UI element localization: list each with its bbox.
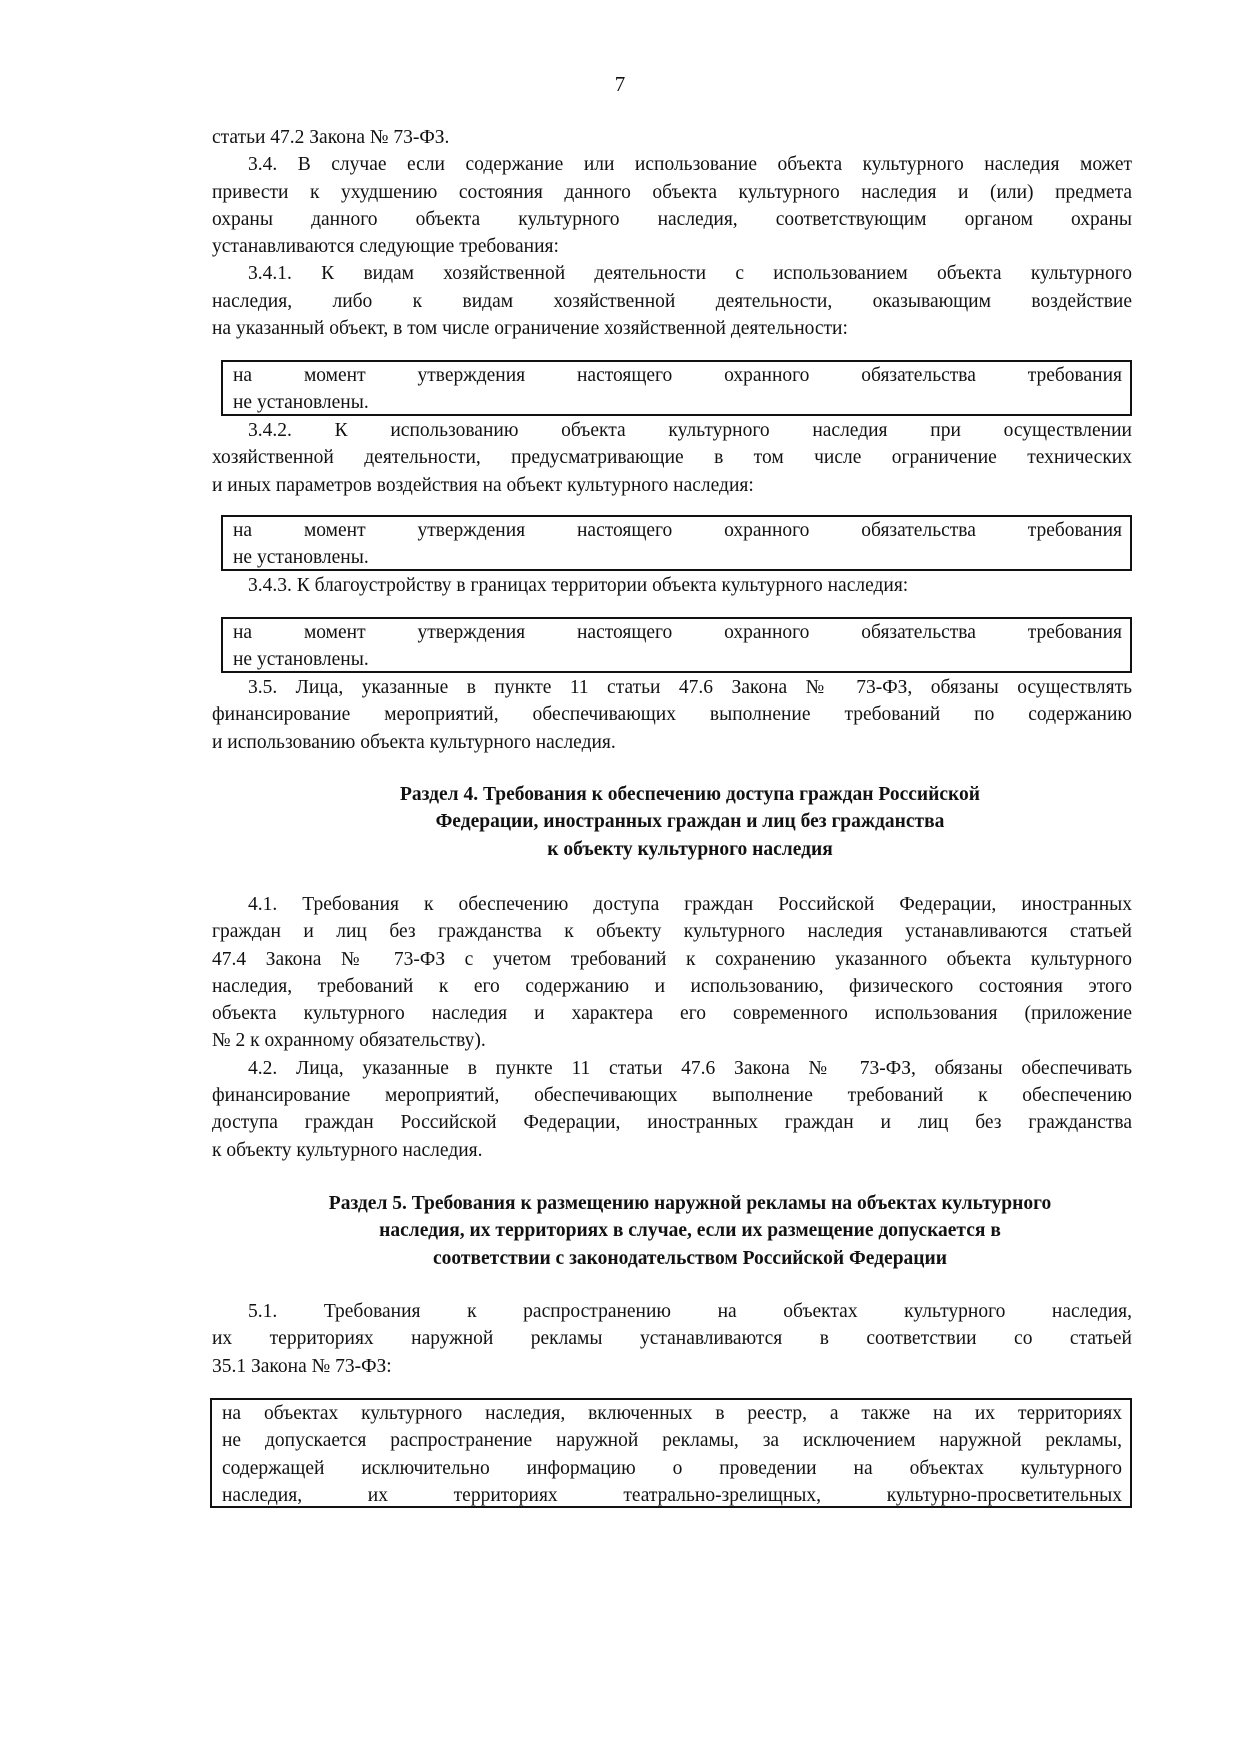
section-5-heading (212, 1190, 1168, 1272)
text-line: 4.2. Лица, указанные в пункте 11 статьи 47.6 Закона № 73-ФЗ, обязаны обеспечивать (248, 1057, 1132, 1079)
text-line: Раздел 5. Требования к размещению наружной рекламы на объектах культурного (328, 1193, 1052, 1214)
requirement-box-3-4-1 (221, 360, 1132, 416)
text-line: доступа граждан Российской Федерации, иностранных граждан и лиц без гражданства (212, 1112, 1132, 1134)
section-4-heading (212, 781, 1168, 863)
page-number: 7 (614, 72, 626, 96)
text-line: граждан и лиц без гражданства к объекту культурного наследия устанавливаются статьей (212, 921, 1132, 943)
text-line: их территориях наружной рекламы устанавливаются в соответствии со статьей (212, 1328, 1132, 1350)
text-line: наследия, либо к видам хозяйственной деятельности, оказывающим воздействие (212, 290, 1132, 312)
text-line: 35.1 Закона № 73-ФЗ: (212, 1355, 392, 1377)
text-line: не установлены. (233, 547, 369, 569)
text-line: устанавливаются следующие требования: (212, 236, 559, 258)
text-line: к объекту культурного наследия. (212, 1139, 483, 1161)
text-line: 47.4 Закона № 73-ФЗ с учетом требований к сохранению указанного объекта культурного (212, 948, 1132, 970)
paragraphs-4 (212, 891, 1132, 1164)
text-line: 3.4. В случае если содержание или использование объекта культурного наследия может (248, 154, 1132, 176)
paragraphs-3-4 (212, 124, 1132, 342)
text-line: 5.1. Требования к распространению на объектах культурного наследия, (248, 1301, 1132, 1322)
text-line: 3.4.3. К благоустройству в границах территории объекта культурного наследия: (248, 575, 909, 596)
text-line: финансирование мероприятий, обеспечивающих выполнение требований к обеспечению (212, 1085, 1132, 1107)
requirement-box-5-1 (210, 1398, 1132, 1508)
text-line: и иных параметров воздействия на объект культурного наследия: (212, 474, 754, 496)
text-line: Раздел 4. Требования к обеспечению доступа граждан Российской (400, 784, 980, 805)
text-line: на момент утверждения настоящего охранного обязательства требования (233, 622, 1122, 643)
text-line: на указанный объект, в том числе ограничение хозяйственной деятельности: (212, 318, 848, 340)
text-line: и использованию объекта культурного наследия. (212, 731, 616, 753)
text-line: 4.1. Требования к обеспечению доступа граждан Российской Федерации, иностранных (248, 894, 1132, 915)
text-line: не допускается распространение наружной рекламы, за исключением наружной рекламы, (222, 1430, 1122, 1452)
paragraph-5-1 (212, 1298, 1132, 1380)
text-line: 3.5. Лица, указанные в пункте 11 статьи 47.6 Закона № 73-ФЗ, обязаны осуществлять (248, 677, 1132, 698)
text-line: объекта культурного наследия и характера его современного использования (приложение (212, 1003, 1132, 1025)
text-line: на момент утверждения настоящего охранного обязательства требования (233, 365, 1122, 386)
text-line: соответствии с законодательством Российской Федерации (432, 1247, 948, 1269)
text-line: Федерации, иностранных граждан и лиц без гражданства (435, 811, 945, 833)
text-line: на объектах культурного наследия, включенных в реестр, а также на их территориях (222, 1403, 1122, 1424)
text-line: наследия, их территориях в случае, если их размещение допускается в (379, 1220, 1001, 1242)
text-line: наследия, их территориях театрально-зрелищных, культурно-просветительных (222, 1484, 1122, 1506)
paragraph-3-5 (212, 674, 1132, 756)
text-line: привести к ухудшению состояния данного объекта культурного наследия и (или) предмета (212, 181, 1132, 203)
paragraph-3-4-2 (212, 417, 1132, 499)
paragraph-3-4-3 (212, 572, 1132, 599)
text-line: охраны данного объекта культурного наследия, соответствующим органом охраны (212, 208, 1132, 230)
text-line: 3.4.2. К использованию объекта культурного наследия при осуществлении (248, 420, 1132, 441)
text-line: наследия, требований к его содержанию и использованию, физического состояния этого (212, 975, 1132, 997)
text-line: финансирование мероприятий, обеспечивающих выполнение требований по содержанию (212, 704, 1132, 726)
text-line: не установлены. (233, 392, 369, 414)
text-line: к объекту культурного наследия (547, 838, 833, 860)
requirement-box-3-4-3 (221, 617, 1132, 673)
text-line: № 2 к охранному обязательству). (212, 1030, 486, 1052)
requirement-box-3-4-2 (221, 515, 1132, 571)
text-line: хозяйственной деятельности, предусматривающие в том числе ограничение технических (212, 447, 1132, 469)
text-line: не установлены. (233, 649, 369, 671)
text-line: на момент утверждения настоящего охранного обязательства требования (233, 520, 1122, 541)
text-line: статьи 47.2 Закона № 73-ФЗ. (212, 127, 450, 148)
text-line: содержащей исключительно информацию о проведении на объектах культурного (222, 1457, 1122, 1479)
text-line: 3.4.1. К видам хозяйственной деятельности с использованием объекта культурного (248, 263, 1132, 285)
